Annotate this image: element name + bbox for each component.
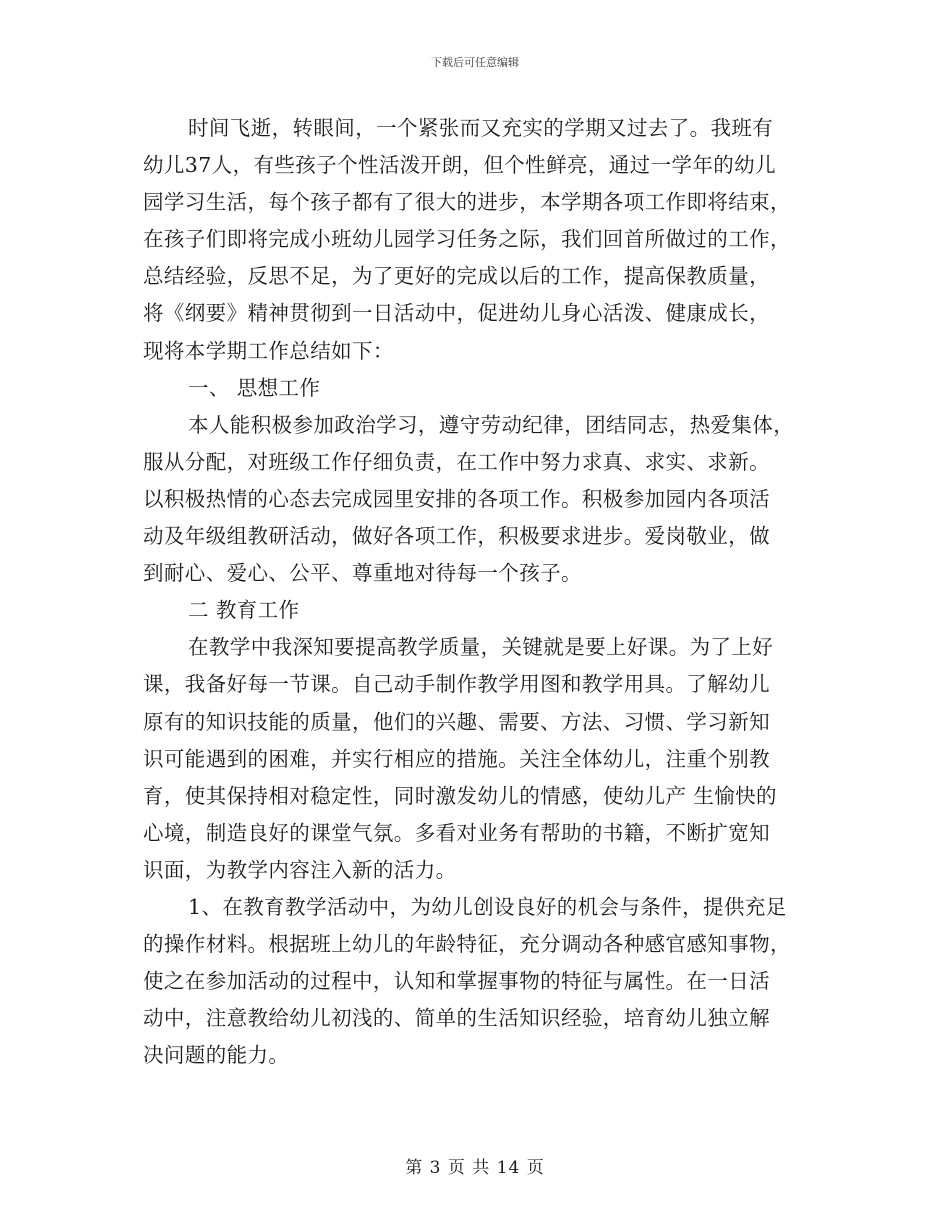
page-number-footer: 第 3 页 共 14 页	[405, 1158, 545, 1178]
paragraph-line: 幼儿37人，有些孩子个性活泼开朗，但个性鲜亮，通过一学年的幼儿	[143, 153, 776, 178]
paragraph-line: 总结经验，反思不足，为了更好的完成以后的工作，提高保教质量，	[143, 264, 770, 289]
paragraph-line: 课，我备好每一节课。自己动手制作教学用图和教学用具。了解幼儿	[143, 672, 770, 697]
paragraph-line: 动中，注意教给幼儿初浅的、简单的生活知识经验，培育幼儿独立解	[143, 1006, 770, 1031]
paragraph-line: 在孩子们即将完成小班幼儿园学习任务之际，我们回首所做过的工作，	[143, 227, 791, 252]
paragraph-line: 识面，为教学内容注入新的活力。	[143, 857, 457, 882]
paragraph-line: 在教学中我深知要提高教学质量，关键就是要上好课。为了上好	[188, 635, 774, 660]
paragraph-line: 决问题的能力。	[143, 1043, 290, 1068]
paragraph-line: 到耐心、爱心、公平、尊重地对待每一个孩子。	[143, 561, 582, 586]
paragraph-line: 心境，制造良好的课堂气氛。多看对业务有帮助的书籍，不断扩宽知	[143, 820, 770, 845]
paragraph-line: 时间飞逝，转眼间，一个紧张而又充实的学期又过去了。我班有	[188, 116, 774, 140]
paragraph-line: 园学习生活，每个孩子都有了很大的进步，本学期各项工作即将结束，	[143, 190, 791, 215]
section-heading: 二 教育工作	[188, 598, 300, 623]
paragraph-line: 原有的知识技能的质量，他们的兴趣、需要、方法、习惯、学习新知	[143, 709, 770, 734]
document-body	[143, 110, 805, 1074]
page-header-note: 下载后可任意编辑	[431, 56, 519, 69]
paragraph-line: 以积极热情的心态去完成园里安排的各项工作。积极参加园内各项活	[143, 486, 770, 511]
paragraph-line: 现将本学期工作总结如下：	[143, 338, 394, 363]
paragraph-line: 使之在参加活动的过程中，认知和掌握事物的特征与属性。在一日活	[143, 969, 770, 994]
paragraph-line: 识可能遇到的困难，并实行相应的措施。关注全体幼儿，注重个别教	[143, 746, 770, 771]
paragraph-line: 1、在教育教学活动中，为幼儿创设良好的机会与条件，提供充足	[188, 894, 787, 919]
section-heading: 一、 思想工作	[188, 375, 321, 400]
paragraph-line: 动及年级组教研活动，做好各项工作，积极要求进步。爱岗敬业，做	[143, 524, 770, 549]
paragraph-line: 将《纲要》精神贯彻到一日活动中，促进幼儿身心活泼、健康成长，	[143, 301, 770, 326]
paragraph-line: 的操作材料。根据班上幼儿的年龄特征，充分调动各种感官感知事物，	[143, 932, 791, 957]
paragraph-line: 服从分配，对班级工作仔细负责，在工作中努力求真、求实、求新。	[143, 449, 770, 474]
paragraph-line: 育，使其保持相对稳定性，同时激发幼儿的情感，使幼儿产 生愉快的	[143, 783, 777, 808]
paragraph-line: 本人能积极参加政治学习，遵守劳动纪律，团结同志，热爱集体，	[188, 412, 795, 437]
